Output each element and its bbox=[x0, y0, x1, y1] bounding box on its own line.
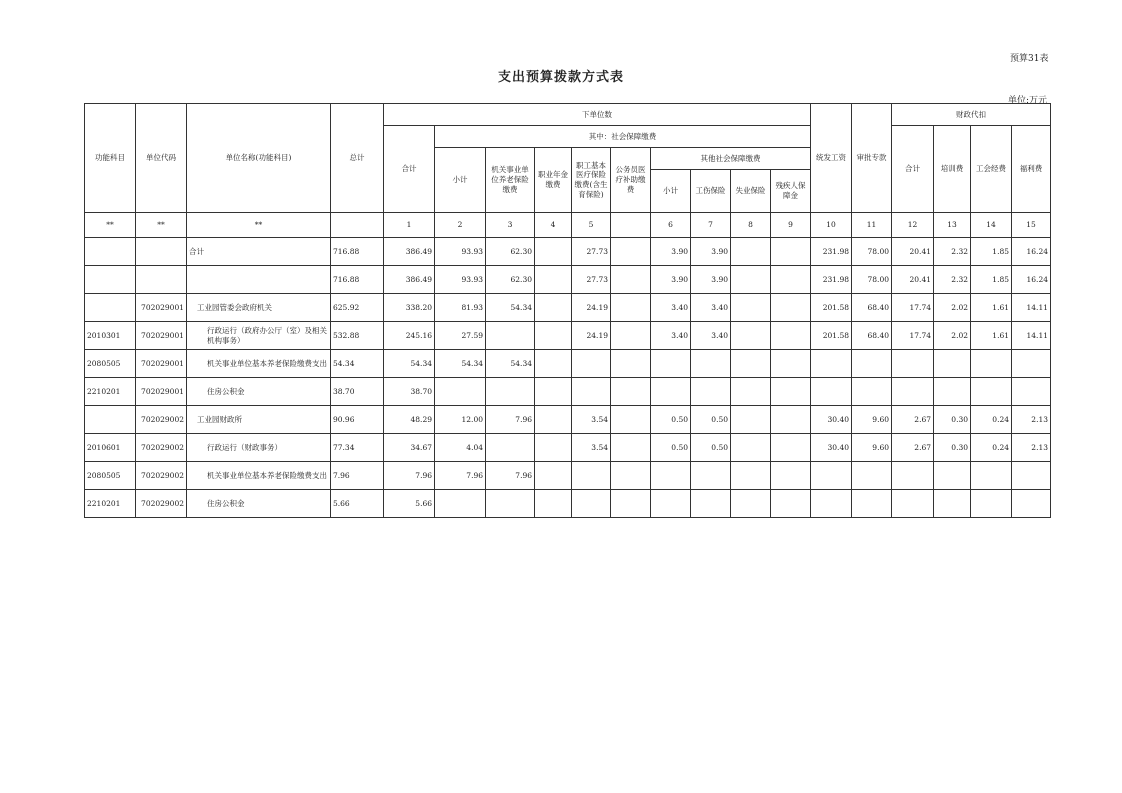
value-cell bbox=[691, 350, 731, 378]
index-cell bbox=[331, 213, 384, 238]
value-cell bbox=[691, 378, 731, 406]
value-cell: 4.04 bbox=[435, 434, 486, 462]
value-cell bbox=[611, 434, 651, 462]
value-cell bbox=[611, 294, 651, 322]
value-cell: 16.24 bbox=[1012, 238, 1051, 266]
value-cell bbox=[535, 322, 572, 350]
total-cell: 90.96 bbox=[331, 406, 384, 434]
value-cell: 2.13 bbox=[1012, 434, 1051, 462]
header-unemployment: 失业保险 bbox=[731, 170, 771, 213]
value-cell: 3.40 bbox=[691, 294, 731, 322]
value-cell: 338.20 bbox=[384, 294, 435, 322]
value-cell bbox=[892, 378, 934, 406]
func-code-cell: 2210201 bbox=[85, 378, 136, 406]
value-cell: 17.74 bbox=[892, 322, 934, 350]
unit-name-cell: 合计 bbox=[187, 238, 331, 266]
value-cell: 2.67 bbox=[892, 406, 934, 434]
value-cell bbox=[771, 322, 811, 350]
value-cell bbox=[971, 462, 1012, 490]
value-cell bbox=[731, 462, 771, 490]
index-cell: 1 bbox=[384, 213, 435, 238]
value-cell bbox=[535, 294, 572, 322]
value-cell bbox=[572, 350, 611, 378]
value-cell bbox=[611, 462, 651, 490]
value-cell bbox=[892, 462, 934, 490]
index-cell: ** bbox=[85, 213, 136, 238]
unit-code-cell: 702029001 bbox=[136, 322, 187, 350]
value-cell: 78.00 bbox=[852, 266, 892, 294]
value-cell bbox=[651, 378, 691, 406]
table-number: 预算31表 bbox=[1010, 54, 1049, 64]
unit-name-cell: 工业园管委会政府机关 bbox=[187, 294, 331, 322]
value-cell: 27.59 bbox=[435, 322, 486, 350]
value-cell: 17.74 bbox=[892, 294, 934, 322]
value-cell: 2.13 bbox=[1012, 406, 1051, 434]
header-unit-name: 单位名称(功能科目) bbox=[187, 104, 331, 213]
value-cell bbox=[486, 322, 535, 350]
value-cell bbox=[691, 490, 731, 518]
value-cell bbox=[971, 378, 1012, 406]
value-cell: 93.93 bbox=[435, 238, 486, 266]
value-cell bbox=[811, 462, 852, 490]
value-cell bbox=[435, 378, 486, 406]
header-other-social: 其他社会保障缴费 bbox=[651, 148, 811, 170]
value-cell bbox=[811, 350, 852, 378]
value-cell bbox=[1012, 350, 1051, 378]
value-cell: 9.60 bbox=[852, 434, 892, 462]
value-cell: 0.30 bbox=[934, 434, 971, 462]
total-cell: 716.88 bbox=[331, 266, 384, 294]
index-cell: 12 bbox=[892, 213, 934, 238]
index-cell: 9 bbox=[771, 213, 811, 238]
value-cell bbox=[611, 378, 651, 406]
value-cell bbox=[731, 378, 771, 406]
value-cell bbox=[611, 406, 651, 434]
value-cell bbox=[572, 490, 611, 518]
func-code-cell: 2010301 bbox=[85, 322, 136, 350]
value-cell: 231.98 bbox=[811, 238, 852, 266]
table-row bbox=[85, 350, 1051, 378]
value-cell bbox=[535, 462, 572, 490]
value-cell bbox=[731, 238, 771, 266]
value-cell bbox=[611, 490, 651, 518]
index-cell: 5 bbox=[572, 213, 611, 238]
value-cell bbox=[771, 490, 811, 518]
index-cell: 13 bbox=[934, 213, 971, 238]
header-training: 培训费 bbox=[934, 126, 971, 213]
header-lower-units: 下单位数 bbox=[384, 104, 811, 126]
table-row bbox=[85, 434, 1051, 462]
value-cell: 9.60 bbox=[852, 406, 892, 434]
index-cell: 14 bbox=[971, 213, 1012, 238]
table-row bbox=[85, 406, 1051, 434]
value-cell: 62.30 bbox=[486, 238, 535, 266]
value-cell: 5.66 bbox=[384, 490, 435, 518]
value-cell: 386.49 bbox=[384, 266, 435, 294]
value-cell: 0.50 bbox=[691, 406, 731, 434]
header-social-insurance: 其中：社会保障缴费 bbox=[435, 126, 811, 148]
budget-table bbox=[84, 103, 1051, 518]
header-total: 总计 bbox=[331, 104, 384, 213]
value-cell: 2.67 bbox=[892, 434, 934, 462]
unit-name-cell: 机关事业单位基本养老保险缴费支出 bbox=[187, 350, 331, 378]
value-cell bbox=[771, 350, 811, 378]
func-code-cell: 2210201 bbox=[85, 490, 136, 518]
value-cell bbox=[771, 434, 811, 462]
value-cell: 54.34 bbox=[384, 350, 435, 378]
value-cell: 3.40 bbox=[651, 294, 691, 322]
unit-name-cell: 住房公积金 bbox=[187, 490, 331, 518]
value-cell: 3.54 bbox=[572, 406, 611, 434]
header-medical: 职工基本医疗保险缴费(含生育保险) bbox=[572, 148, 611, 213]
header-special: 审批专款 bbox=[852, 104, 892, 213]
value-cell: 54.34 bbox=[486, 294, 535, 322]
value-cell: 14.11 bbox=[1012, 294, 1051, 322]
value-cell: 7.96 bbox=[384, 462, 435, 490]
header-union: 工会经费 bbox=[971, 126, 1012, 213]
table-row bbox=[85, 378, 1051, 406]
value-cell bbox=[934, 350, 971, 378]
value-cell: 201.58 bbox=[811, 322, 852, 350]
header-disabled: 残疾人保障金 bbox=[771, 170, 811, 213]
value-cell: 78.00 bbox=[852, 238, 892, 266]
table-row bbox=[85, 322, 1051, 350]
value-cell bbox=[611, 322, 651, 350]
page-title: 支出预算拨款方式表 bbox=[497, 70, 624, 85]
value-cell bbox=[486, 434, 535, 462]
value-cell bbox=[572, 378, 611, 406]
total-cell: 532.88 bbox=[331, 322, 384, 350]
index-cell: 10 bbox=[811, 213, 852, 238]
value-cell bbox=[771, 378, 811, 406]
value-cell bbox=[1012, 378, 1051, 406]
value-cell: 3.90 bbox=[691, 266, 731, 294]
value-cell bbox=[535, 266, 572, 294]
table-row bbox=[85, 266, 1051, 294]
value-cell bbox=[486, 378, 535, 406]
value-cell bbox=[535, 238, 572, 266]
header-subtotal: 小计 bbox=[435, 148, 486, 213]
unit-label: 单位:万元 bbox=[1008, 96, 1048, 106]
value-cell: 20.41 bbox=[892, 266, 934, 294]
value-cell bbox=[535, 378, 572, 406]
value-cell bbox=[971, 350, 1012, 378]
func-code-cell: 2080505 bbox=[85, 462, 136, 490]
index-row bbox=[85, 213, 1051, 238]
header-annuity: 职业年金缴费 bbox=[535, 148, 572, 213]
func-code-cell: 2080505 bbox=[85, 350, 136, 378]
value-cell bbox=[572, 462, 611, 490]
value-cell bbox=[611, 350, 651, 378]
func-code-cell bbox=[85, 266, 136, 294]
value-cell: 48.29 bbox=[384, 406, 435, 434]
header-unit-code: 单位代码 bbox=[136, 104, 187, 213]
value-cell bbox=[611, 266, 651, 294]
value-cell: 0.30 bbox=[934, 406, 971, 434]
unit-code-cell bbox=[136, 238, 187, 266]
total-cell: 716.88 bbox=[331, 238, 384, 266]
index-cell bbox=[611, 213, 651, 238]
value-cell: 7.96 bbox=[435, 462, 486, 490]
value-cell: 1.61 bbox=[971, 294, 1012, 322]
value-cell bbox=[771, 462, 811, 490]
header-other-subtotal: 小计 bbox=[651, 170, 691, 213]
unit-code-cell bbox=[136, 266, 187, 294]
value-cell bbox=[651, 462, 691, 490]
table-row bbox=[85, 490, 1051, 518]
total-cell: 54.34 bbox=[331, 350, 384, 378]
value-cell: 27.73 bbox=[572, 238, 611, 266]
value-cell bbox=[731, 350, 771, 378]
value-cell bbox=[731, 294, 771, 322]
total-cell: 77.34 bbox=[331, 434, 384, 462]
func-code-cell bbox=[85, 406, 136, 434]
value-cell: 34.67 bbox=[384, 434, 435, 462]
table-row bbox=[85, 238, 1051, 266]
index-cell: 2 bbox=[435, 213, 486, 238]
value-cell: 1.85 bbox=[971, 266, 1012, 294]
value-cell bbox=[771, 266, 811, 294]
header-civil-medical: 公务员医疗补助缴费 bbox=[611, 148, 651, 213]
value-cell bbox=[535, 406, 572, 434]
header-fiscal-total: 合计 bbox=[892, 126, 934, 213]
value-cell bbox=[651, 490, 691, 518]
index-cell: ** bbox=[187, 213, 331, 238]
value-cell bbox=[852, 378, 892, 406]
value-cell bbox=[771, 238, 811, 266]
value-cell: 2.02 bbox=[934, 294, 971, 322]
header-func-code: 功能科目 bbox=[85, 104, 136, 213]
value-cell: 0.24 bbox=[971, 406, 1012, 434]
value-cell bbox=[934, 378, 971, 406]
value-cell: 3.90 bbox=[691, 238, 731, 266]
header-lower-total: 合计 bbox=[384, 126, 435, 213]
value-cell bbox=[852, 490, 892, 518]
index-cell: ** bbox=[136, 213, 187, 238]
total-cell: 38.70 bbox=[331, 378, 384, 406]
unit-code-cell: 702029002 bbox=[136, 434, 187, 462]
unit-code-cell: 702029001 bbox=[136, 378, 187, 406]
value-cell bbox=[771, 294, 811, 322]
value-cell bbox=[651, 350, 691, 378]
value-cell: 231.98 bbox=[811, 266, 852, 294]
value-cell: 3.54 bbox=[572, 434, 611, 462]
value-cell bbox=[691, 462, 731, 490]
unit-name-cell: 行政运行（财政事务） bbox=[187, 434, 331, 462]
value-cell bbox=[1012, 462, 1051, 490]
header-salary: 统发工资 bbox=[811, 104, 852, 213]
value-cell: 0.50 bbox=[691, 434, 731, 462]
value-cell: 20.41 bbox=[892, 238, 934, 266]
value-cell: 3.40 bbox=[651, 322, 691, 350]
value-cell: 0.50 bbox=[651, 406, 691, 434]
table-body bbox=[85, 238, 1051, 518]
value-cell: 68.40 bbox=[852, 294, 892, 322]
value-cell: 3.90 bbox=[651, 238, 691, 266]
value-cell bbox=[852, 462, 892, 490]
value-cell: 3.40 bbox=[691, 322, 731, 350]
value-cell bbox=[852, 350, 892, 378]
value-cell: 3.90 bbox=[651, 266, 691, 294]
value-cell: 1.61 bbox=[971, 322, 1012, 350]
value-cell: 62.30 bbox=[486, 266, 535, 294]
value-cell: 38.70 bbox=[384, 378, 435, 406]
unit-name-cell: 行政运行（政府办公厅（室）及相关机构事务） bbox=[187, 322, 331, 350]
value-cell: 2.32 bbox=[934, 266, 971, 294]
value-cell: 245.16 bbox=[384, 322, 435, 350]
value-cell bbox=[731, 266, 771, 294]
value-cell: 24.19 bbox=[572, 322, 611, 350]
index-cell: 3 bbox=[486, 213, 535, 238]
value-cell: 54.34 bbox=[435, 350, 486, 378]
value-cell: 386.49 bbox=[384, 238, 435, 266]
unit-code-cell: 702029001 bbox=[136, 294, 187, 322]
value-cell: 30.40 bbox=[811, 434, 852, 462]
value-cell: 0.24 bbox=[971, 434, 1012, 462]
value-cell: 30.40 bbox=[811, 406, 852, 434]
func-code-cell bbox=[85, 294, 136, 322]
value-cell bbox=[435, 490, 486, 518]
value-cell: 7.96 bbox=[486, 462, 535, 490]
value-cell: 16.24 bbox=[1012, 266, 1051, 294]
func-code-cell bbox=[85, 238, 136, 266]
value-cell bbox=[731, 490, 771, 518]
unit-code-cell: 702029002 bbox=[136, 406, 187, 434]
value-cell: 1.85 bbox=[971, 238, 1012, 266]
value-cell bbox=[535, 434, 572, 462]
value-cell bbox=[731, 434, 771, 462]
header-injury: 工伤保险 bbox=[691, 170, 731, 213]
index-cell: 7 bbox=[691, 213, 731, 238]
value-cell: 27.73 bbox=[572, 266, 611, 294]
value-cell bbox=[811, 490, 852, 518]
value-cell: 201.58 bbox=[811, 294, 852, 322]
header-pension: 机关事业单位养老保险缴费 bbox=[486, 148, 535, 213]
value-cell: 12.00 bbox=[435, 406, 486, 434]
value-cell: 24.19 bbox=[572, 294, 611, 322]
unit-name-cell: 机关事业单位基本养老保险缴费支出 bbox=[187, 462, 331, 490]
total-cell: 5.66 bbox=[331, 490, 384, 518]
value-cell bbox=[535, 490, 572, 518]
total-cell: 7.96 bbox=[331, 462, 384, 490]
value-cell bbox=[486, 490, 535, 518]
value-cell bbox=[771, 406, 811, 434]
table-row bbox=[85, 294, 1051, 322]
value-cell: 68.40 bbox=[852, 322, 892, 350]
index-cell: 4 bbox=[535, 213, 572, 238]
func-code-cell: 2010601 bbox=[85, 434, 136, 462]
unit-code-cell: 702029002 bbox=[136, 490, 187, 518]
value-cell: 2.32 bbox=[934, 238, 971, 266]
value-cell bbox=[611, 238, 651, 266]
unit-code-cell: 702029002 bbox=[136, 462, 187, 490]
value-cell bbox=[731, 406, 771, 434]
value-cell: 93.93 bbox=[435, 266, 486, 294]
unit-code-cell: 702029001 bbox=[136, 350, 187, 378]
value-cell bbox=[934, 490, 971, 518]
value-cell: 14.11 bbox=[1012, 322, 1051, 350]
value-cell: 54.34 bbox=[486, 350, 535, 378]
header-fiscal: 财政代扣 bbox=[892, 104, 1051, 126]
value-cell bbox=[892, 490, 934, 518]
value-cell bbox=[811, 378, 852, 406]
value-cell bbox=[971, 490, 1012, 518]
value-cell: 7.96 bbox=[486, 406, 535, 434]
value-cell bbox=[535, 350, 572, 378]
total-cell: 625.92 bbox=[331, 294, 384, 322]
index-cell: 15 bbox=[1012, 213, 1051, 238]
value-cell: 81.93 bbox=[435, 294, 486, 322]
index-cell: 6 bbox=[651, 213, 691, 238]
value-cell bbox=[892, 350, 934, 378]
index-cell: 11 bbox=[852, 213, 892, 238]
table-row bbox=[85, 462, 1051, 490]
index-cell: 8 bbox=[731, 213, 771, 238]
value-cell bbox=[731, 322, 771, 350]
value-cell bbox=[934, 462, 971, 490]
unit-name-cell: 工业园财政所 bbox=[187, 406, 331, 434]
header-welfare: 福利费 bbox=[1012, 126, 1051, 213]
unit-name-cell bbox=[187, 266, 331, 294]
value-cell: 2.02 bbox=[934, 322, 971, 350]
value-cell: 0.50 bbox=[651, 434, 691, 462]
value-cell bbox=[1012, 490, 1051, 518]
unit-name-cell: 住房公积金 bbox=[187, 378, 331, 406]
